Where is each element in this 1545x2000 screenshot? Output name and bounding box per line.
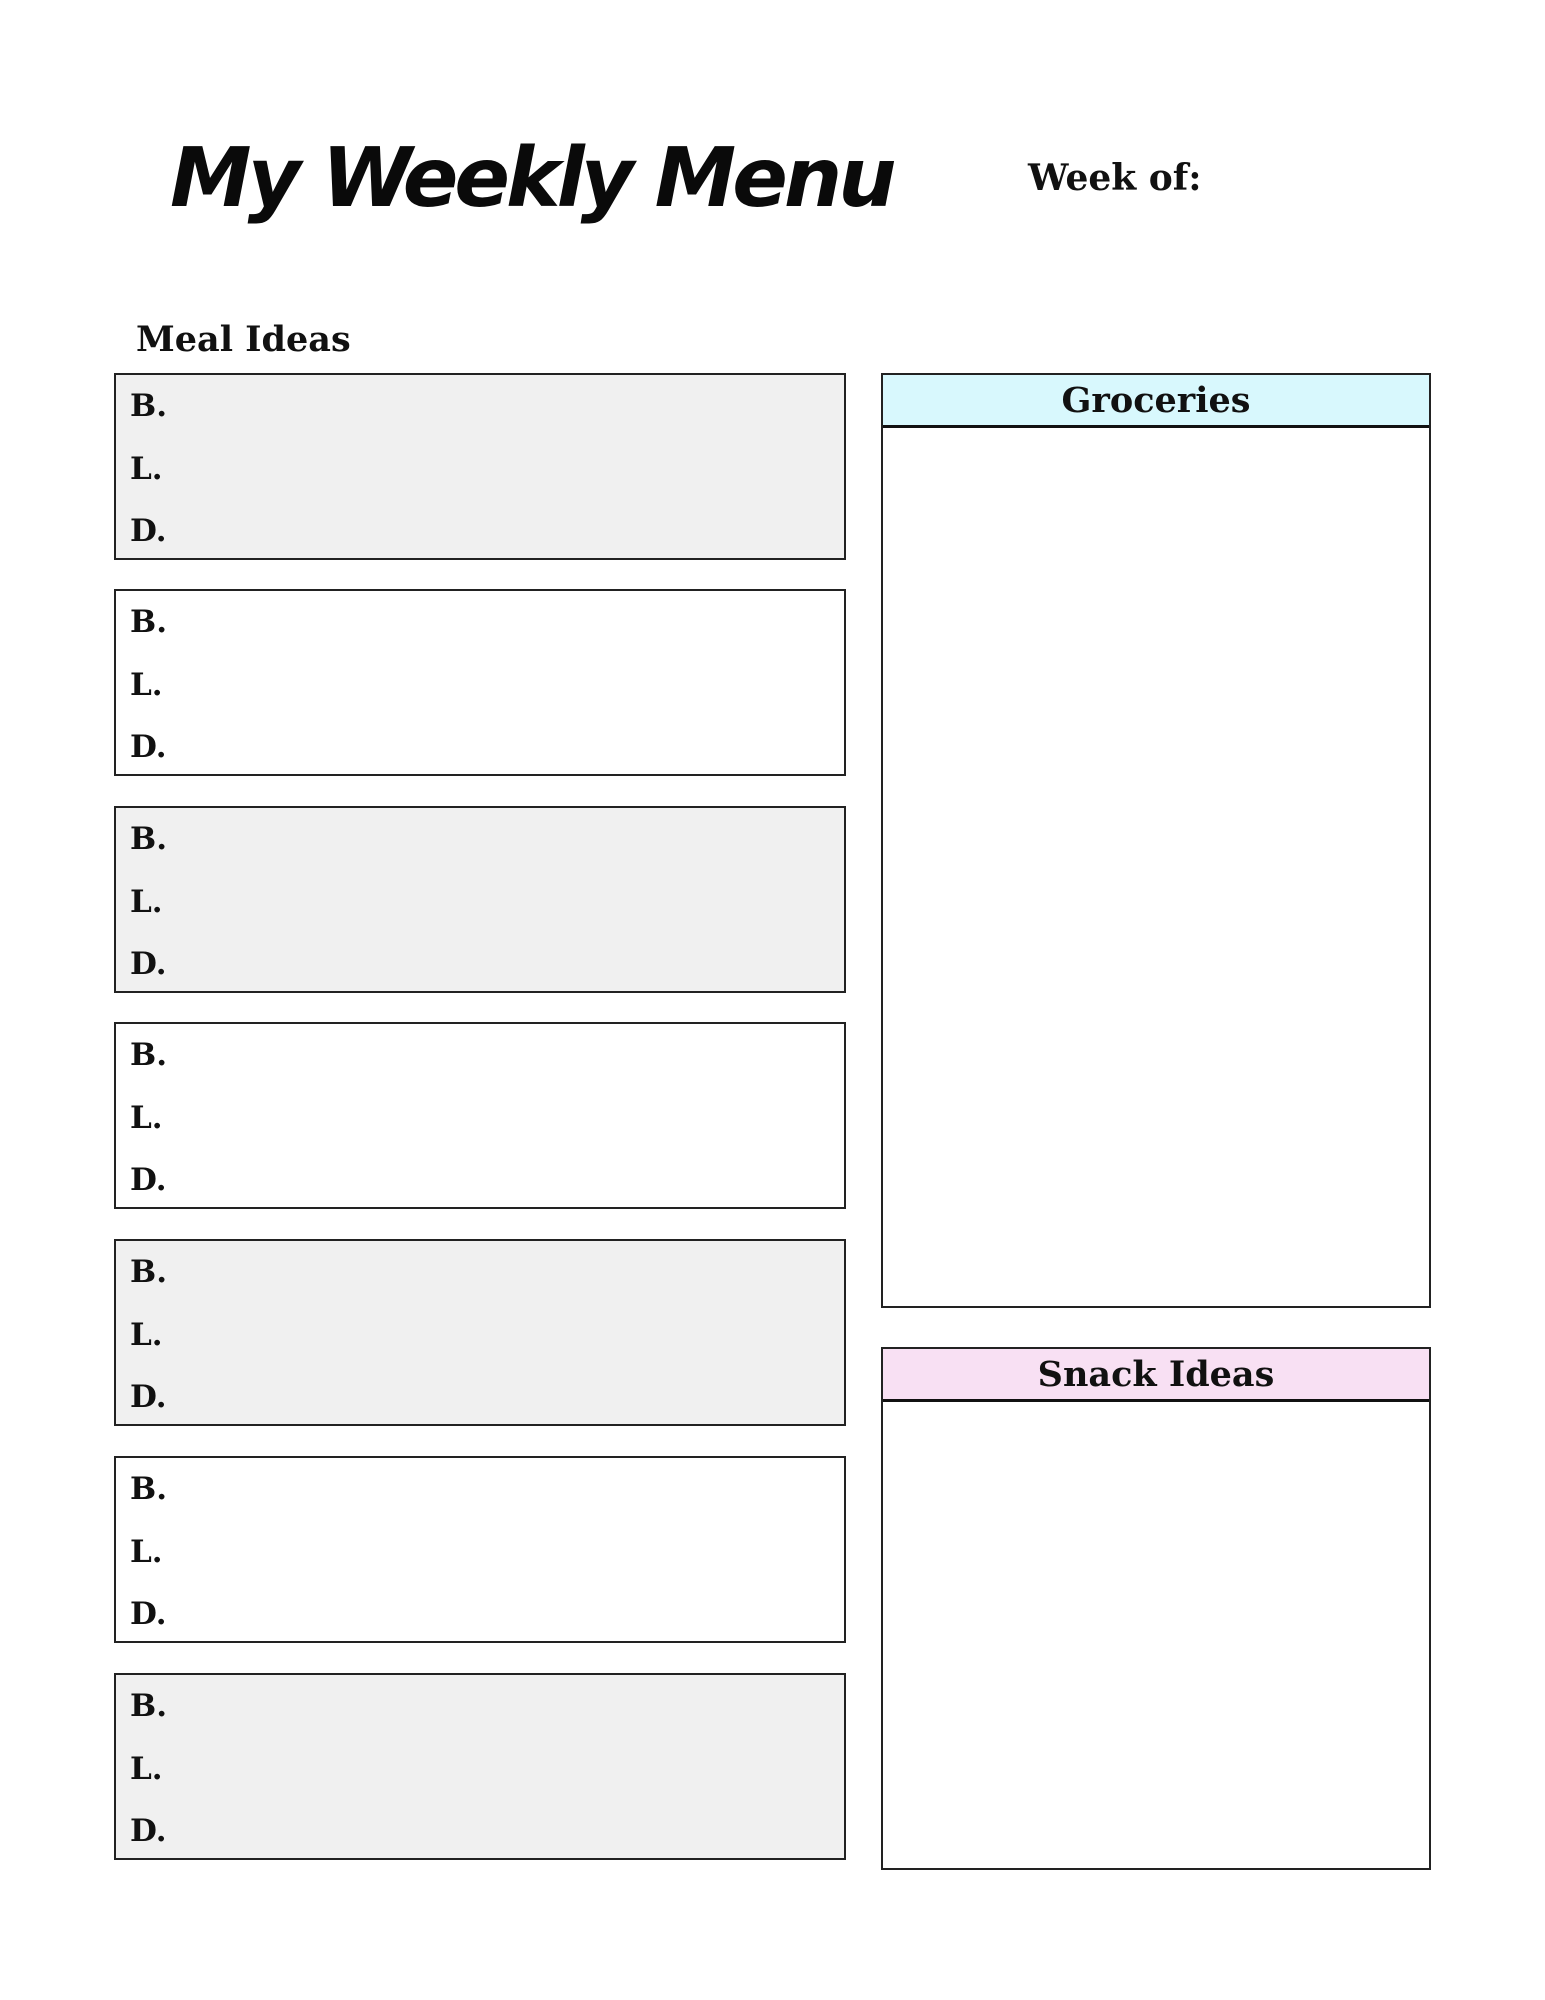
lunch-label: L. (130, 667, 163, 703)
meal-day-2-box[interactable] (114, 589, 846, 776)
dinner-label: D. (130, 1162, 167, 1198)
lunch-label: L. (130, 451, 163, 487)
lunch-label: L. (130, 1751, 163, 1787)
breakfast-label: B. (130, 1471, 167, 1507)
dinner-label: D. (130, 513, 167, 549)
meal-day-6-box[interactable] (114, 1456, 846, 1643)
dinner-label: D. (130, 946, 167, 982)
dinner-label: D. (130, 729, 167, 765)
breakfast-label: B. (130, 821, 167, 857)
lunch-label: L. (130, 1534, 163, 1570)
meal-day-1-box[interactable] (114, 373, 846, 560)
dinner-label: D. (130, 1379, 167, 1415)
lunch-label: L. (130, 884, 163, 920)
breakfast-label: B. (130, 1254, 167, 1290)
breakfast-label: B. (130, 388, 167, 424)
meal-day-7-box[interactable] (114, 1673, 846, 1860)
meal-day-5-box[interactable] (114, 1239, 846, 1426)
lunch-label: L. (130, 1317, 163, 1353)
snack-ideas-panel[interactable] (881, 1347, 1431, 1870)
meal-ideas-heading: Meal Ideas (136, 319, 351, 360)
breakfast-label: B. (130, 1688, 167, 1724)
groceries-title: Groceries (883, 375, 1429, 428)
meal-day-4-box[interactable] (114, 1022, 846, 1209)
lunch-label: L. (130, 1100, 163, 1136)
breakfast-label: B. (130, 1037, 167, 1073)
page-title: My Weekly Menu (170, 131, 893, 226)
dinner-label: D. (130, 1596, 167, 1632)
groceries-panel[interactable] (881, 373, 1431, 1308)
snack-ideas-title: Snack Ideas (883, 1349, 1429, 1402)
dinner-label: D. (130, 1813, 167, 1849)
breakfast-label: B. (130, 604, 167, 640)
week-of-label: Week of: (1028, 157, 1202, 199)
meal-day-3-box[interactable] (114, 806, 846, 993)
